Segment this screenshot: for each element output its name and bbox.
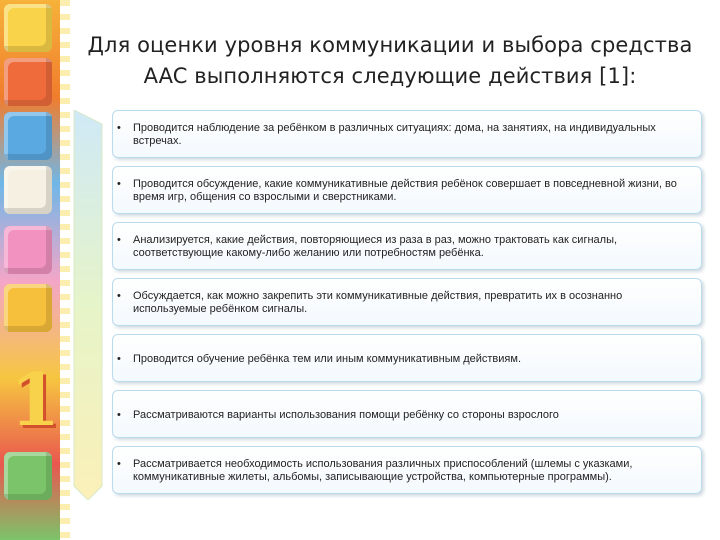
toy-cube-decoration xyxy=(4,226,52,274)
list-item xyxy=(112,446,702,494)
toy-cube-decoration xyxy=(4,452,52,500)
toy-cube-decoration xyxy=(4,284,52,332)
list-item-text: Проводится обсуждение, какие коммуникативные действия ребёнок совершает в повседневной жизни, во время игр, общения со взрослыми и сверстниками. xyxy=(133,178,677,203)
vertical-chevron-arrow xyxy=(72,110,116,500)
list-item-text: Анализируется, какие действия, повторяющиеся из раза в раз, можно трактовать как сигналы, соответствующие какому-либо желанию или потребностям ребёнка. xyxy=(133,234,618,259)
list-item xyxy=(112,110,702,158)
toy-cube-decoration xyxy=(4,4,52,52)
list-item-text: Проводится наблюдение за ребёнком в различных ситуациях: дома, на занятиях, на индивидуальных встречах. xyxy=(133,122,656,147)
list-item-text: Проводится обучение ребёнка тем или иным коммуникативным действиям. xyxy=(133,352,521,365)
list-item-text: Обсуждается, как можно закрепить эти коммуникативные действия, превратить их в осознанно используемые ребёнком сигналы. xyxy=(133,290,623,315)
bullet: • xyxy=(117,290,121,302)
slide-title: Для оценки уровня коммуникации и выбора средства AAC выполняются следующие действия [1]: xyxy=(87,33,693,88)
action-list xyxy=(72,110,704,500)
bullet: • xyxy=(117,178,121,190)
list-item xyxy=(112,222,702,270)
list-item-text: Рассматриваются варианты использования помощи ребёнку со стороны взрослого xyxy=(133,408,559,421)
bullet: • xyxy=(117,352,121,365)
toy-cube-decoration xyxy=(4,166,52,214)
bullet: • xyxy=(117,458,121,470)
list-item xyxy=(112,390,702,438)
list-item xyxy=(112,166,702,214)
dotted-border-decoration xyxy=(60,0,70,540)
toy-cube-decoration xyxy=(4,58,52,106)
decorative-side-image xyxy=(0,0,60,540)
bullet: • xyxy=(117,408,121,421)
list-item-text: Рассматривается необходимость использования различных приспособлений (шлемы с указками, коммуникативные жилеты, альбомы, записывающие устройства, компьютерные программы). xyxy=(133,458,633,483)
bullet: • xyxy=(117,122,121,134)
list-item xyxy=(112,278,702,326)
number-block-decoration: 1 xyxy=(10,357,60,442)
list-item xyxy=(112,334,702,382)
bullet: • xyxy=(117,234,121,246)
toy-cube-decoration xyxy=(4,112,52,160)
